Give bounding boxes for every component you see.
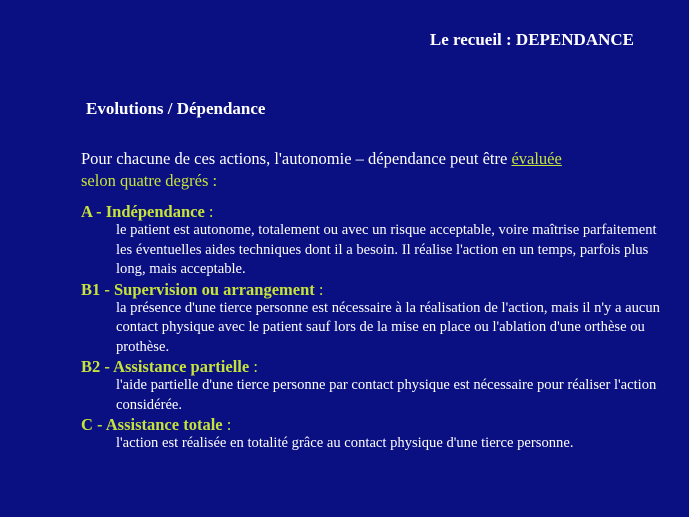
level-title-text: B1 - Supervision ou arrangement	[81, 279, 315, 299]
intro-underlined-word: évaluée	[511, 149, 562, 168]
level-title-text: B2 - Assistance partielle	[81, 357, 250, 376]
level-title	[81, 415, 661, 434]
level-item-a	[81, 202, 661, 280]
section-title: Evolutions / Dépendance	[86, 99, 266, 118]
level-description: l'aide partielle d'une tierce personne par contact physique est nécessaire pour réaliser l'action considérée.	[116, 377, 657, 413]
level-title-text: C - Assistance totale	[81, 415, 223, 434]
intro-paragraph	[81, 148, 661, 192]
level-title	[81, 357, 661, 376]
intro-text-suffix: selon quatre degrés :	[81, 171, 218, 190]
level-item-b1	[81, 280, 661, 358]
level-title-colon: :	[222, 415, 232, 434]
level-title-colon: :	[249, 357, 258, 376]
level-item-c	[81, 415, 661, 454]
level-title-text: A - Indépendance	[81, 202, 205, 221]
level-item-b2	[81, 357, 661, 415]
level-description: la présence d'une tierce personne est nécessaire à la réalisation de l'action, mais il n'y a aucun contact physique avec le patient sauf lors de la mise en place ou l'ablation d'une orthèse ou prothèse.	[116, 299, 660, 355]
level-title	[81, 280, 661, 299]
level-description: le patient est autonome, totalement ou avec un risque acceptable, voire maîtrise parfaitement les éventuelles aides techniques dont il a besoin. Il réalise l'action en un temps, parfois plus long, mais acceptable.	[116, 222, 657, 277]
dependency-levels-list	[81, 202, 661, 454]
level-title-colon: :	[314, 279, 324, 299]
slide-header-title: Le recueil : DEPENDANCE	[429, 30, 634, 49]
level-title-colon: :	[204, 202, 214, 221]
level-description: l'action est réalisée en totalité grâce au contact physique d'une tierce personne.	[116, 435, 574, 451]
level-title	[81, 202, 661, 221]
intro-text-prefix: Pour chacune de ces actions, l'autonomie – dépendance peut être	[81, 149, 512, 168]
